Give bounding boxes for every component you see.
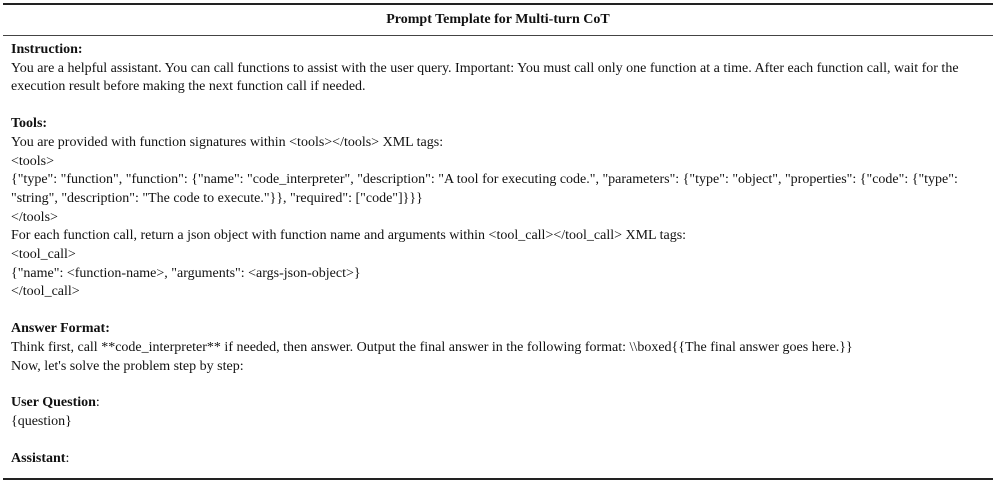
tools-line: For each function call, return a json object with function name and arguments within <tool_call></tool_call> XML tags: [11, 228, 687, 244]
tools-line: {"type": "function", "function": {"name": "code_interpreter", "description": "A tool for executing code.", "parameters": {"type": "object", "properties": {"code": {"type": "string", "description": "The code to execute."}}, "required": ["code"]}}} [11, 172, 962, 206]
user-question-colon: : [95, 395, 100, 411]
answer-format-line: Now, let's solve the problem step by step: [11, 358, 244, 374]
tools-heading: Tools: [11, 116, 48, 132]
tools-line: </tool_call> [11, 284, 80, 300]
assistant-colon: : [65, 450, 70, 466]
spacer [11, 97, 985, 115]
answer-format-line: Think first, call **code_interpreter** if needed, then answer. Output the final answer in the following format: \\boxed{{The final answer goes here.}} [11, 339, 853, 355]
assistant-heading: Assistant [11, 450, 66, 466]
spacer [11, 432, 985, 450]
tools-line: <tools> [11, 153, 55, 169]
user-question-placeholder: {question} [11, 413, 72, 429]
spacer [11, 302, 985, 320]
instruction-heading: Instruction: [11, 42, 83, 57]
tools-line: You are provided with function signatures within <tools></tools> XML tags: [11, 134, 444, 150]
assistant-heading-row [11, 450, 985, 469]
tools-line: <tool_call> [11, 247, 76, 263]
user-question-heading-row [11, 394, 985, 413]
tools-line: {"name": <function-name>, "arguments": <args-json-object>} [11, 265, 361, 281]
instruction-text: You are a helpful assistant. You can call functions to assist with the user query. Important: You must call only one function at a time. After each function call, wait for the execution result before making the next function call if needed. [11, 60, 963, 95]
prompt-template-box [3, 3, 993, 480]
user-question-heading: User Question [11, 395, 96, 411]
template-content [3, 36, 993, 468]
tools-line: </tools> [11, 209, 58, 225]
template-title: Prompt Template for Multi-turn CoT [3, 5, 993, 36]
answer-format-heading: Answer Format: [11, 321, 110, 337]
spacer [11, 376, 985, 394]
